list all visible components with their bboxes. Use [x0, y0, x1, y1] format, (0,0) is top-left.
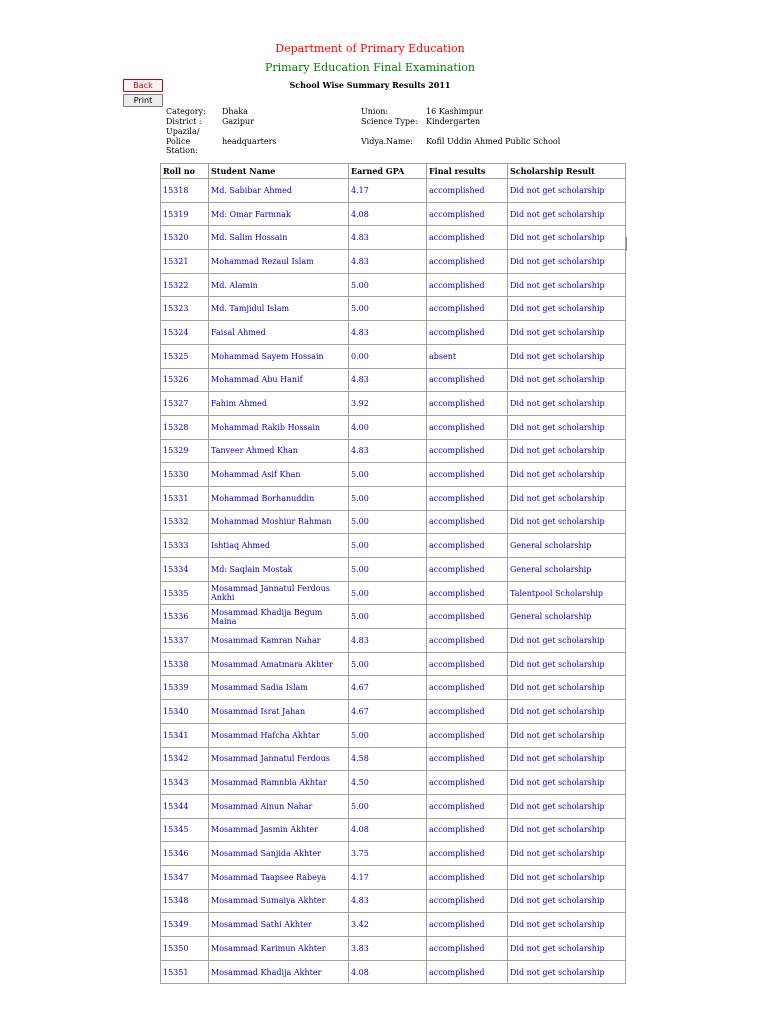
- table-row: [161, 344, 626, 368]
- final-result-cell: accomplished: [427, 558, 508, 582]
- scholarship-cell: Did not get scholarship: [508, 368, 626, 392]
- scholarship-cell: Did not get scholarship: [508, 794, 626, 818]
- final-result-cell: accomplished: [427, 273, 508, 297]
- name-cell: Mohammad Asif Khan: [209, 463, 349, 487]
- final-result-cell: accomplished: [427, 629, 508, 653]
- name-cell: Fahim Ahmed: [209, 392, 349, 416]
- gpa-cell: 4.83: [349, 629, 427, 653]
- roll-cell: 15342: [161, 747, 209, 771]
- name-cell: Mosammad Israt Jahan: [209, 700, 349, 724]
- name-cell: Mosammad Sathi Akhter: [209, 913, 349, 937]
- scholarship-cell: Did not get scholarship: [508, 463, 626, 487]
- roll-cell: 15325: [161, 344, 209, 368]
- back-button[interactable]: Back: [123, 79, 163, 92]
- name-cell: Mosammad Ainun Nahar: [209, 794, 349, 818]
- table-row: [161, 747, 626, 771]
- scholarship-cell: Did not get scholarship: [508, 747, 626, 771]
- table-row: [161, 629, 626, 653]
- table-row: [161, 179, 626, 203]
- gpa-cell: 4.83: [349, 321, 427, 345]
- union-value: 16 Kashimpur: [426, 107, 483, 116]
- final-result-cell: accomplished: [427, 794, 508, 818]
- vidya-name-label: Vidya.Name:: [361, 137, 413, 146]
- table-row: [161, 937, 626, 961]
- scholarship-cell: Did not get scholarship: [508, 865, 626, 889]
- name-cell: Mohammad Rezaul Islam: [209, 250, 349, 274]
- gpa-cell: 4.83: [349, 226, 427, 250]
- gpa-cell: 4.08: [349, 960, 427, 984]
- scholarship-cell: Did not get scholarship: [508, 226, 626, 250]
- scholarship-cell: Did not get scholarship: [508, 700, 626, 724]
- roll-cell: 15343: [161, 771, 209, 795]
- scholarship-cell: Did not get scholarship: [508, 510, 626, 534]
- final-result-cell: accomplished: [427, 534, 508, 558]
- roll-cell: 15328: [161, 415, 209, 439]
- gpa-cell: 4.67: [349, 676, 427, 700]
- roll-cell: 15330: [161, 463, 209, 487]
- gpa-cell: 3.42: [349, 913, 427, 937]
- final-result-cell: accomplished: [427, 439, 508, 463]
- roll-cell: 15345: [161, 818, 209, 842]
- name-cell: Mosammad Hafcha Akhtar: [209, 723, 349, 747]
- name-cell: Mosammad Khadija Akhter: [209, 960, 349, 984]
- final-result-cell: accomplished: [427, 605, 508, 629]
- roll-cell: 15321: [161, 250, 209, 274]
- upazila-label-line-3: Station:: [166, 146, 198, 155]
- exam-title: Primary Education Final Examination: [265, 61, 475, 74]
- gpa-cell: 5.00: [349, 558, 427, 582]
- final-result-cell: accomplished: [427, 250, 508, 274]
- scholarship-cell: Did not get scholarship: [508, 842, 626, 866]
- column-header-final: Final results: [427, 164, 508, 179]
- final-result-cell: accomplished: [427, 937, 508, 961]
- table-row: [161, 368, 626, 392]
- table-row: [161, 250, 626, 274]
- table-row: [161, 273, 626, 297]
- gpa-cell: 5.00: [349, 486, 427, 510]
- roll-cell: 15318: [161, 179, 209, 203]
- roll-cell: 15338: [161, 652, 209, 676]
- upazila-label-line-2: Police: [166, 136, 191, 146]
- gpa-cell: 5.00: [349, 652, 427, 676]
- scholarship-cell: Did not get scholarship: [508, 629, 626, 653]
- gpa-cell: 4.50: [349, 771, 427, 795]
- union-label: Union:: [361, 107, 389, 116]
- district-label: District :: [166, 117, 202, 126]
- table-row: [161, 771, 626, 795]
- name-cell: Tanveer Ahmed Khan: [209, 439, 349, 463]
- final-result-cell: accomplished: [427, 297, 508, 321]
- gpa-cell: 5.00: [349, 463, 427, 487]
- table-row: [161, 794, 626, 818]
- final-result-cell: accomplished: [427, 226, 508, 250]
- scholarship-cell: Did not get scholarship: [508, 960, 626, 984]
- final-result-cell: accomplished: [427, 463, 508, 487]
- name-cell: Mosammad Karimun Akhter: [209, 937, 349, 961]
- gpa-cell: 5.00: [349, 581, 427, 605]
- scholarship-cell: Did not get scholarship: [508, 937, 626, 961]
- name-cell: Mosammad Ramnbia Akhtar: [209, 771, 349, 795]
- name-cell: Md: Omar Farmnak: [209, 202, 349, 226]
- roll-cell: 15350: [161, 937, 209, 961]
- upazila-label: [166, 127, 199, 156]
- roll-cell: 15344: [161, 794, 209, 818]
- name-cell: Mosammad Khadija Begum Maina: [209, 605, 349, 629]
- name-cell: Md. Salim Hossain: [209, 226, 349, 250]
- roll-cell: 15351: [161, 960, 209, 984]
- scroll-divider: [626, 237, 627, 251]
- table-row: [161, 392, 626, 416]
- name-cell: Mohammad Moshiur Rahman: [209, 510, 349, 534]
- roll-cell: 15332: [161, 510, 209, 534]
- scholarship-cell: Did not get scholarship: [508, 889, 626, 913]
- name-cell: Md: Saqlain Mostak: [209, 558, 349, 582]
- table-row: [161, 700, 626, 724]
- roll-cell: 15335: [161, 581, 209, 605]
- final-result-cell: accomplished: [427, 818, 508, 842]
- gpa-cell: 4.58: [349, 747, 427, 771]
- name-cell: Mohammad Abu Hanif: [209, 368, 349, 392]
- table-row: [161, 486, 626, 510]
- table-row: [161, 889, 626, 913]
- column-header-gpa: Earned GPA: [349, 164, 427, 179]
- gpa-cell: 0.00: [349, 344, 427, 368]
- upazila-label-line-1: Upazila/: [166, 127, 200, 136]
- scholarship-cell: Did not get scholarship: [508, 439, 626, 463]
- roll-cell: 15333: [161, 534, 209, 558]
- gpa-cell: 4.83: [349, 889, 427, 913]
- table-row: [161, 297, 626, 321]
- scholarship-cell: Did not get scholarship: [508, 913, 626, 937]
- scholarship-cell: Did not get scholarship: [508, 486, 626, 510]
- roll-cell: 15340: [161, 700, 209, 724]
- scholarship-cell: General scholarship: [508, 558, 626, 582]
- roll-cell: 15320: [161, 226, 209, 250]
- name-cell: Mohammad Borhanuddin: [209, 486, 349, 510]
- scholarship-cell: Did not get scholarship: [508, 771, 626, 795]
- roll-cell: 15341: [161, 723, 209, 747]
- gpa-cell: 4.83: [349, 250, 427, 274]
- gpa-cell: 4.08: [349, 202, 427, 226]
- scholarship-cell: Did not get scholarship: [508, 250, 626, 274]
- final-result-cell: accomplished: [427, 960, 508, 984]
- final-result-cell: absent: [427, 344, 508, 368]
- scholarship-cell: General scholarship: [508, 534, 626, 558]
- roll-cell: 15349: [161, 913, 209, 937]
- department-title: Department of Primary Education: [275, 42, 465, 55]
- scholarship-cell: Did not get scholarship: [508, 392, 626, 416]
- final-result-cell: accomplished: [427, 415, 508, 439]
- gpa-cell: 5.00: [349, 273, 427, 297]
- table-row: [161, 723, 626, 747]
- gpa-cell: 4.67: [349, 700, 427, 724]
- print-button[interactable]: Print: [123, 94, 163, 107]
- results-table: [160, 163, 626, 984]
- gpa-cell: 5.00: [349, 534, 427, 558]
- gpa-cell: 5.00: [349, 794, 427, 818]
- table-row: [161, 842, 626, 866]
- table-row: [161, 818, 626, 842]
- gpa-cell: 4.83: [349, 439, 427, 463]
- table-row: [161, 865, 626, 889]
- name-cell: Mohammad Rakib Hossain: [209, 415, 349, 439]
- gpa-cell: 4.00: [349, 415, 427, 439]
- table-row: [161, 676, 626, 700]
- gpa-cell: 5.00: [349, 297, 427, 321]
- final-result-cell: accomplished: [427, 700, 508, 724]
- table-row: [161, 202, 626, 226]
- name-cell: Mosammad Taapsee Rabeya: [209, 865, 349, 889]
- name-cell: Md. Alamin: [209, 273, 349, 297]
- table-row: [161, 652, 626, 676]
- roll-cell: 15336: [161, 605, 209, 629]
- name-cell: Md. Sabibar Ahmed: [209, 179, 349, 203]
- scholarship-cell: Did not get scholarship: [508, 321, 626, 345]
- scholarship-cell: Did not get scholarship: [508, 818, 626, 842]
- category-value: Dhaka: [222, 107, 248, 116]
- table-row: [161, 226, 626, 250]
- roll-cell: 15323: [161, 297, 209, 321]
- gpa-cell: 3.92: [349, 392, 427, 416]
- final-result-cell: accomplished: [427, 321, 508, 345]
- name-cell: Mosammad Sadia Islam: [209, 676, 349, 700]
- scholarship-cell: Did not get scholarship: [508, 179, 626, 203]
- name-cell: Mosammad Sumaiya Akhter: [209, 889, 349, 913]
- gpa-cell: 4.08: [349, 818, 427, 842]
- roll-cell: 15327: [161, 392, 209, 416]
- category-label: Category:: [166, 107, 206, 116]
- name-cell: Md. Tamjidul Islam: [209, 297, 349, 321]
- name-cell: Mosammad Jannatul Ferdous: [209, 747, 349, 771]
- vidya-name-value: Kofil Uddin Ahmed Public School: [426, 137, 561, 146]
- gpa-cell: 5.00: [349, 510, 427, 534]
- science-type-label: Science Type:: [361, 117, 418, 126]
- roll-cell: 15334: [161, 558, 209, 582]
- final-result-cell: accomplished: [427, 865, 508, 889]
- final-result-cell: accomplished: [427, 392, 508, 416]
- final-result-cell: accomplished: [427, 581, 508, 605]
- column-header-scholarship: Scholarship Result: [508, 164, 626, 179]
- name-cell: Mosammad Sanjida Akhter: [209, 842, 349, 866]
- gpa-cell: 3.83: [349, 937, 427, 961]
- table-header-row: [161, 164, 626, 179]
- final-result-cell: accomplished: [427, 913, 508, 937]
- gpa-cell: 3.75: [349, 842, 427, 866]
- gpa-cell: 4.17: [349, 179, 427, 203]
- final-result-cell: accomplished: [427, 771, 508, 795]
- roll-cell: 15324: [161, 321, 209, 345]
- gpa-cell: 5.00: [349, 723, 427, 747]
- name-cell: Mosammad Amatmara Akhter: [209, 652, 349, 676]
- final-result-cell: accomplished: [427, 179, 508, 203]
- table-row: [161, 463, 626, 487]
- scholarship-cell: Did not get scholarship: [508, 202, 626, 226]
- roll-cell: 15319: [161, 202, 209, 226]
- gpa-cell: 5.00: [349, 605, 427, 629]
- roll-cell: 15337: [161, 629, 209, 653]
- scholarship-cell: Did not get scholarship: [508, 723, 626, 747]
- table-row: [161, 534, 626, 558]
- gpa-cell: 4.83: [349, 368, 427, 392]
- district-value: Gazipur: [222, 117, 255, 126]
- name-cell: Mohammad Sayem Hossain: [209, 344, 349, 368]
- name-cell: Ishtiaq Ahmed: [209, 534, 349, 558]
- scholarship-cell: Did not get scholarship: [508, 652, 626, 676]
- column-header-roll: Roll no: [161, 164, 209, 179]
- column-header-name: Student Name: [209, 164, 349, 179]
- final-result-cell: accomplished: [427, 368, 508, 392]
- roll-cell: 15339: [161, 676, 209, 700]
- upazila-value: headquarters: [222, 137, 277, 146]
- roll-cell: 15326: [161, 368, 209, 392]
- roll-cell: 15346: [161, 842, 209, 866]
- scholarship-cell: General scholarship: [508, 605, 626, 629]
- final-result-cell: accomplished: [427, 202, 508, 226]
- roll-cell: 15347: [161, 865, 209, 889]
- scholarship-cell: Did not get scholarship: [508, 297, 626, 321]
- name-cell: Mosammad Jasmin Akhter: [209, 818, 349, 842]
- gpa-cell: 4.17: [349, 865, 427, 889]
- table-row: [161, 415, 626, 439]
- table-row: [161, 960, 626, 984]
- final-result-cell: accomplished: [427, 889, 508, 913]
- scholarship-cell: Did not get scholarship: [508, 273, 626, 297]
- table-row: [161, 439, 626, 463]
- scholarship-cell: Did not get scholarship: [508, 415, 626, 439]
- science-type-value: Kindergarten: [426, 117, 481, 126]
- roll-cell: 15331: [161, 486, 209, 510]
- name-cell: Mosammad Jannatul Ferdous Ankhi: [209, 581, 349, 605]
- final-result-cell: accomplished: [427, 676, 508, 700]
- table-row: [161, 913, 626, 937]
- roll-cell: 15322: [161, 273, 209, 297]
- table-row: [161, 510, 626, 534]
- roll-cell: 15329: [161, 439, 209, 463]
- table-row: [161, 321, 626, 345]
- table-row: [161, 605, 626, 629]
- final-result-cell: accomplished: [427, 652, 508, 676]
- name-cell: Faisal Ahmed: [209, 321, 349, 345]
- final-result-cell: accomplished: [427, 723, 508, 747]
- scholarship-cell: Talentpool Scholarship: [508, 581, 626, 605]
- final-result-cell: accomplished: [427, 486, 508, 510]
- table-row: [161, 558, 626, 582]
- table-row: [161, 581, 626, 605]
- roll-cell: 15348: [161, 889, 209, 913]
- scholarship-cell: Did not get scholarship: [508, 676, 626, 700]
- scholarship-cell: Did not get scholarship: [508, 344, 626, 368]
- final-result-cell: accomplished: [427, 510, 508, 534]
- name-cell: Mosammad Kamran Nahar: [209, 629, 349, 653]
- final-result-cell: accomplished: [427, 842, 508, 866]
- final-result-cell: accomplished: [427, 747, 508, 771]
- summary-title: School Wise Summary Results 2011: [289, 80, 451, 90]
